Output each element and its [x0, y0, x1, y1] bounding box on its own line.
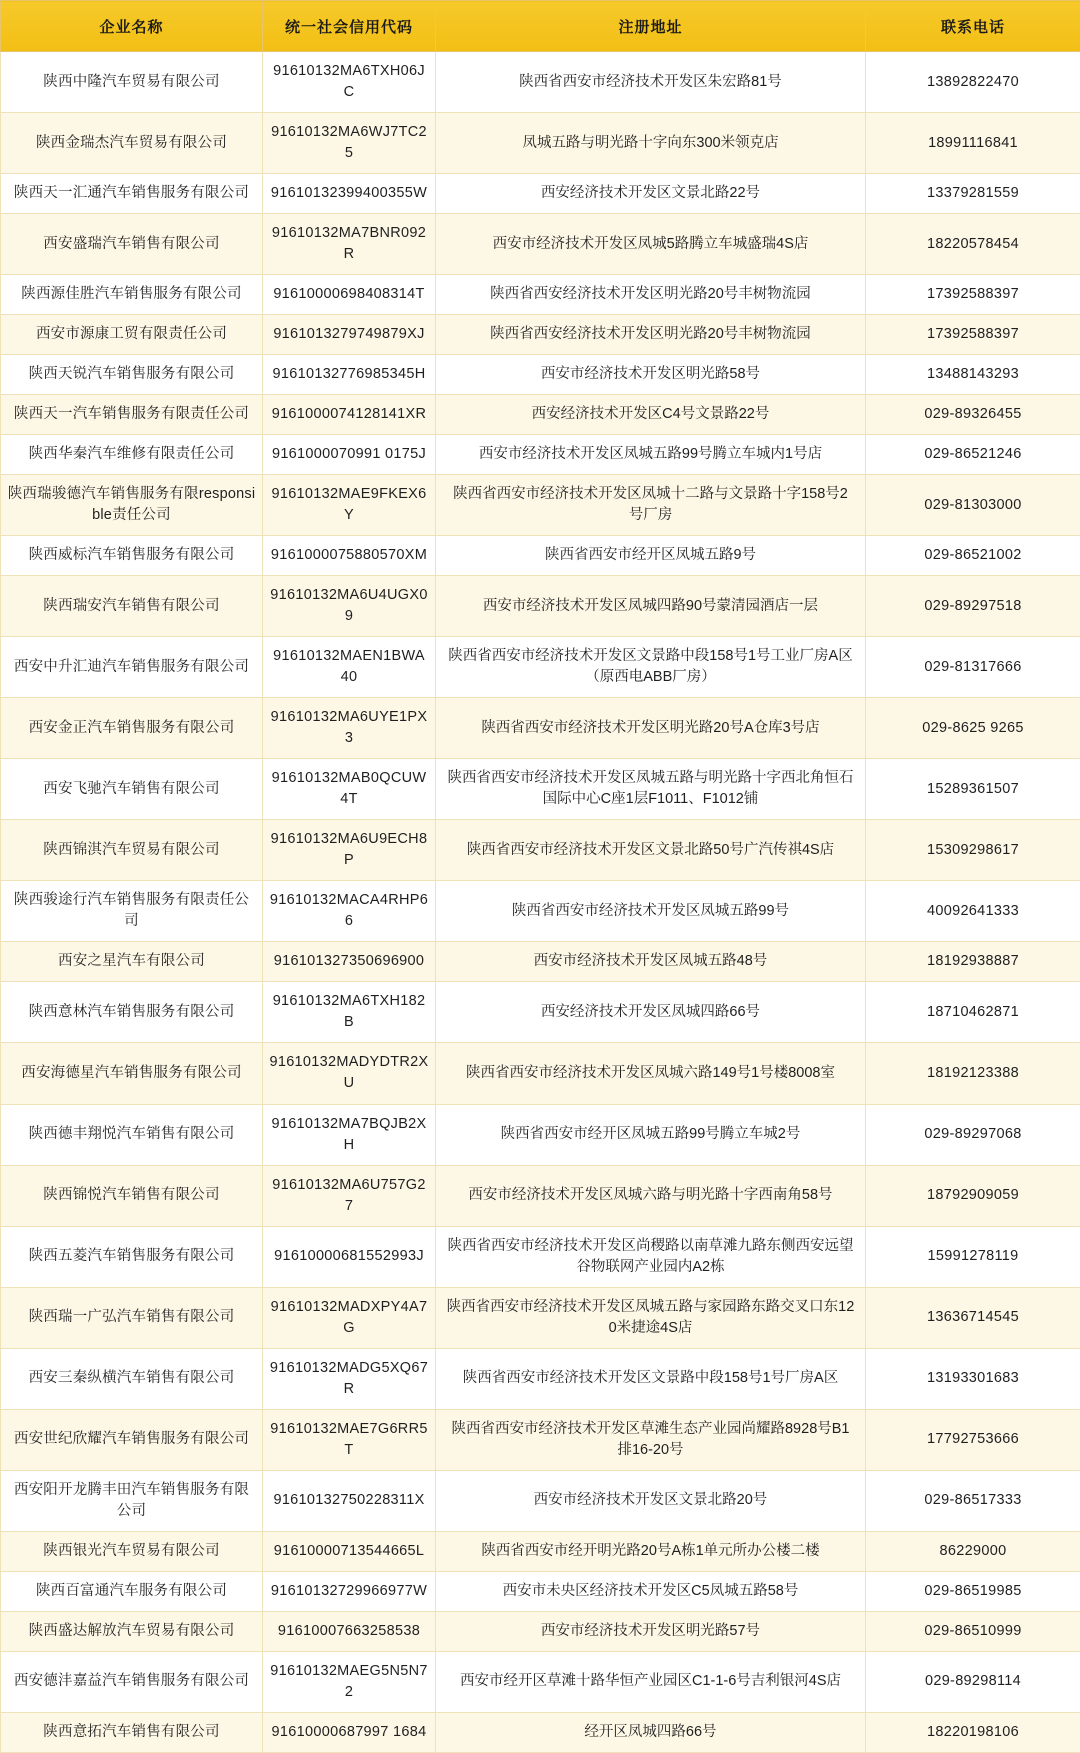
cell-registered-address: 陕西省西安市经济技术开发区朱宏路81号: [436, 52, 866, 113]
cell-registered-address: 陕西省西安市经济技术开发区文景路中段158号1号工业厂房A区（原西电ABB厂房）: [436, 637, 866, 698]
cell-contact-phone: 86229000: [866, 1531, 1080, 1571]
cell-registered-address: 陕西省西安市经济技术开发区草滩生态产业园尚耀路8928号B1排16-20号: [436, 1409, 866, 1470]
table-row: [1, 1409, 1080, 1470]
table-body: [1, 52, 1080, 1753]
table-row: [1, 1043, 1080, 1104]
cell-registered-address: 陕西省西安市经济技术开发区文景北路50号广汽传祺4S店: [436, 820, 866, 881]
cell-credit-code: 9161000075880570XM: [263, 536, 436, 576]
cell-enterprise-name: 西安中升汇迪汽车销售服务有限公司: [1, 637, 263, 698]
cell-credit-code: 91610007663258538: [263, 1611, 436, 1651]
cell-enterprise-name: 陕西百富通汽车服务有限公司: [1, 1571, 263, 1611]
cell-credit-code: 91610132MA6UYE1PX3: [263, 698, 436, 759]
cell-registered-address: 陕西省西安经济技术开发区明光路20号丰树物流园: [436, 315, 866, 355]
cell-contact-phone: 029-81303000: [866, 475, 1080, 536]
cell-enterprise-name: 西安之星汽车有限公司: [1, 942, 263, 982]
cell-credit-code: 91610132MAB0QCUW4T: [263, 759, 436, 820]
cell-contact-phone: 13379281559: [866, 174, 1080, 214]
cell-credit-code: 9161000074128141XR: [263, 395, 436, 435]
cell-enterprise-name: 陕西瑞安汽车销售有限公司: [1, 576, 263, 637]
cell-enterprise-name: 陕西中隆汽车贸易有限公司: [1, 52, 263, 113]
table-row: [1, 1651, 1080, 1712]
table-row: [1, 1165, 1080, 1226]
cell-credit-code: 91610132MADYDTR2XU: [263, 1043, 436, 1104]
table-row: [1, 1712, 1080, 1752]
cell-registered-address: 陕西省西安市经济技术开发区凤城五路与家园路东路交叉口东120米捷途4S店: [436, 1287, 866, 1348]
cell-enterprise-name: 陕西银光汽车贸易有限公司: [1, 1531, 263, 1571]
table-row: [1, 881, 1080, 942]
cell-enterprise-name: 陕西天一汇通汽车销售服务有限公司: [1, 174, 263, 214]
cell-enterprise-name: 西安德沣嘉益汽车销售服务有限公司: [1, 1651, 263, 1712]
cell-registered-address: 西安市经济技术开发区凤城五路99号腾立车城内1号店: [436, 435, 866, 475]
table-row: [1, 1611, 1080, 1651]
cell-registered-address: 西安市经开区草滩十路华恒产业园区C1-1-6号吉利银河4S店: [436, 1651, 866, 1712]
cell-contact-phone: 13636714545: [866, 1287, 1080, 1348]
cell-enterprise-name: 陕西德丰翔悦汽车销售有限公司: [1, 1104, 263, 1165]
cell-registered-address: 陕西省西安经济技术开发区明光路20号丰树物流园: [436, 275, 866, 315]
cell-contact-phone: 029-89326455: [866, 395, 1080, 435]
cell-enterprise-name: 陕西威标汽车销售服务有限公司: [1, 536, 263, 576]
table-header-row: [1, 1, 1080, 52]
cell-credit-code: 91610132MA6TXH182B: [263, 982, 436, 1043]
cell-contact-phone: 029-81317666: [866, 637, 1080, 698]
cell-registered-address: 西安经济技术开发区凤城四路66号: [436, 982, 866, 1043]
table-row: [1, 435, 1080, 475]
table-row: [1, 1571, 1080, 1611]
table-row: [1, 315, 1080, 355]
cell-enterprise-name: 西安海德星汽车销售服务有限公司: [1, 1043, 263, 1104]
table-row: [1, 174, 1080, 214]
cell-registered-address: 西安市经济技术开发区明光路58号: [436, 355, 866, 395]
cell-contact-phone: 18220198106: [866, 1712, 1080, 1752]
table-row: [1, 698, 1080, 759]
table-row: [1, 475, 1080, 536]
table-row: [1, 536, 1080, 576]
cell-contact-phone: 18192123388: [866, 1043, 1080, 1104]
cell-enterprise-name: 西安世纪欣耀汽车销售服务有限公司: [1, 1409, 263, 1470]
cell-registered-address: 经开区凤城四路66号: [436, 1712, 866, 1752]
cell-contact-phone: 029-89297068: [866, 1104, 1080, 1165]
cell-credit-code: 91610132MA7BQJB2XH: [263, 1104, 436, 1165]
cell-registered-address: 西安市经济技术开发区凤城六路与明光路十字西南角58号: [436, 1165, 866, 1226]
table-row: [1, 1531, 1080, 1571]
cell-registered-address: 西安市经济技术开发区凤城五路48号: [436, 942, 866, 982]
cell-enterprise-name: 陕西天一汽车销售服务有限责任公司: [1, 395, 263, 435]
cell-registered-address: 陕西省西安市经开区凤城五路99号腾立车城2号: [436, 1104, 866, 1165]
table-row: [1, 355, 1080, 395]
column-header-credit-code: 统一社会信用代码: [263, 1, 436, 52]
cell-credit-code: 9161000070991 0175J: [263, 435, 436, 475]
cell-enterprise-name: 陕西意林汽车销售服务有限公司: [1, 982, 263, 1043]
cell-enterprise-name: 陕西锦悦汽车销售有限公司: [1, 1165, 263, 1226]
cell-credit-code: 91610132MA6U4UGX09: [263, 576, 436, 637]
cell-contact-phone: 18220578454: [866, 214, 1080, 275]
cell-credit-code: 91610132MAE7G6RR5T: [263, 1409, 436, 1470]
cell-credit-code: 91610132MA7BNR092R: [263, 214, 436, 275]
table-row: [1, 1104, 1080, 1165]
table-row: [1, 395, 1080, 435]
cell-contact-phone: 17392588397: [866, 315, 1080, 355]
cell-enterprise-name: 西安盛瑞汽车销售有限公司: [1, 214, 263, 275]
cell-contact-phone: 029-86517333: [866, 1470, 1080, 1531]
cell-enterprise-name: 陕西金瑞杰汽车贸易有限公司: [1, 113, 263, 174]
table-row: [1, 113, 1080, 174]
cell-credit-code: 91610000713544665L: [263, 1531, 436, 1571]
column-header-enterprise-name: 企业名称: [1, 1, 263, 52]
cell-credit-code: 916101327350696900: [263, 942, 436, 982]
table-row: [1, 1470, 1080, 1531]
cell-credit-code: 91610132MAE9FKEX6Y: [263, 475, 436, 536]
cell-credit-code: 91610132MA6U757G27: [263, 1165, 436, 1226]
cell-credit-code: 91610132MADG5XQ67R: [263, 1348, 436, 1409]
table-row: [1, 275, 1080, 315]
cell-credit-code: 91610132MA6WJ7TC25: [263, 113, 436, 174]
cell-registered-address: 陕西省西安市经济技术开发区凤城六路149号1号楼8008室: [436, 1043, 866, 1104]
cell-enterprise-name: 陕西瑞骏德汽车销售服务有限responsible责任公司: [1, 475, 263, 536]
cell-credit-code: 91610132MACA4RHP66: [263, 881, 436, 942]
cell-credit-code: 91610000687997 1684: [263, 1712, 436, 1752]
cell-enterprise-name: 陕西骏途行汽车销售服务有限责任公司: [1, 881, 263, 942]
cell-credit-code: 91610132MA6TXH06JC: [263, 52, 436, 113]
table-row: [1, 576, 1080, 637]
cell-enterprise-name: 陕西意拓汽车销售有限公司: [1, 1712, 263, 1752]
cell-contact-phone: 15309298617: [866, 820, 1080, 881]
cell-contact-phone: 029-8625 9265: [866, 698, 1080, 759]
cell-registered-address: 西安经济技术开发区文景北路22号: [436, 174, 866, 214]
cell-enterprise-name: 陕西天锐汽车销售服务有限公司: [1, 355, 263, 395]
cell-enterprise-name: 陕西锦淇汽车贸易有限公司: [1, 820, 263, 881]
cell-enterprise-name: 陕西源佳胜汽车销售服务有限公司: [1, 275, 263, 315]
cell-contact-phone: 13193301683: [866, 1348, 1080, 1409]
table-row: [1, 1348, 1080, 1409]
cell-registered-address: 西安市未央区经济技术开发区C5凤城五路58号: [436, 1571, 866, 1611]
cell-contact-phone: 029-86521246: [866, 435, 1080, 475]
cell-registered-address: 陕西省西安市经济技术开发区凤城五路99号: [436, 881, 866, 942]
table-row: [1, 1226, 1080, 1287]
table-row: [1, 982, 1080, 1043]
cell-registered-address: 西安市经济技术开发区明光路57号: [436, 1611, 866, 1651]
cell-credit-code: 91610132MADXPY4A7G: [263, 1287, 436, 1348]
cell-contact-phone: 029-89298114: [866, 1651, 1080, 1712]
cell-enterprise-name: 西安阳开龙腾丰田汽车销售服务有限公司: [1, 1470, 263, 1531]
cell-credit-code: 91610000698408314T: [263, 275, 436, 315]
cell-credit-code: 91610132MAEN1BWA40: [263, 637, 436, 698]
cell-contact-phone: 029-89297518: [866, 576, 1080, 637]
cell-contact-phone: 13488143293: [866, 355, 1080, 395]
cell-contact-phone: 18792909059: [866, 1165, 1080, 1226]
cell-registered-address: 西安市经济技术开发区凤城5路腾立车城盛瑞4S店: [436, 214, 866, 275]
cell-enterprise-name: 陕西五菱汽车销售服务有限公司: [1, 1226, 263, 1287]
cell-credit-code: 91610132729966977W: [263, 1571, 436, 1611]
cell-contact-phone: 029-86519985: [866, 1571, 1080, 1611]
cell-registered-address: 西安经济技术开发区C4号文景路22号: [436, 395, 866, 435]
cell-contact-phone: 029-86521002: [866, 536, 1080, 576]
cell-credit-code: 91610000681552993J: [263, 1226, 436, 1287]
table-header: [1, 1, 1080, 52]
cell-enterprise-name: 陕西华秦汽车维修有限责任公司: [1, 435, 263, 475]
table-row: [1, 942, 1080, 982]
cell-credit-code: 91610132750228311X: [263, 1470, 436, 1531]
cell-registered-address: 陕西省西安市经开明光路20号A栋1单元所办公楼二楼: [436, 1531, 866, 1571]
cell-enterprise-name: 西安市源康工贸有限责任公司: [1, 315, 263, 355]
cell-contact-phone: 15991278119: [866, 1226, 1080, 1287]
cell-credit-code: 91610132776985345H: [263, 355, 436, 395]
cell-registered-address: 西安市经济技术开发区凤城四路90号蒙清园酒店一层: [436, 576, 866, 637]
cell-contact-phone: 18192938887: [866, 942, 1080, 982]
table-row: [1, 820, 1080, 881]
cell-registered-address: 陕西省西安市经济技术开发区凤城五路与明光路十字西北角恒石国际中心C座1层F1011、F1012铺: [436, 759, 866, 820]
cell-enterprise-name: 西安飞驰汽车销售有限公司: [1, 759, 263, 820]
cell-contact-phone: 17392588397: [866, 275, 1080, 315]
table-row: [1, 759, 1080, 820]
cell-registered-address: 凤城五路与明光路十字向东300米领克店: [436, 113, 866, 174]
cell-contact-phone: 17792753666: [866, 1409, 1080, 1470]
cell-contact-phone: 15289361507: [866, 759, 1080, 820]
cell-enterprise-name: 西安金正汽车销售服务有限公司: [1, 698, 263, 759]
cell-enterprise-name: 陕西瑞一广弘汽车销售有限公司: [1, 1287, 263, 1348]
cell-contact-phone: 029-86510999: [866, 1611, 1080, 1651]
table-row: [1, 214, 1080, 275]
column-header-registered-address: 注册地址: [436, 1, 866, 52]
cell-registered-address: 陕西省西安市经济技术开发区明光路20号A仓库3号店: [436, 698, 866, 759]
table-row: [1, 52, 1080, 113]
cell-registered-address: 陕西省西安市经济技术开发区文景路中段158号1号厂房A区: [436, 1348, 866, 1409]
cell-registered-address: 陕西省西安市经济技术开发区凤城十二路与文景路十字158号2号厂房: [436, 475, 866, 536]
cell-credit-code: 9161013279749879XJ: [263, 315, 436, 355]
column-header-contact-phone: 联系电话: [866, 1, 1080, 52]
cell-credit-code: 91610132MAEG5N5N72: [263, 1651, 436, 1712]
cell-enterprise-name: 陕西盛达解放汽车贸易有限公司: [1, 1611, 263, 1651]
table-row: [1, 1287, 1080, 1348]
cell-contact-phone: 18991116841: [866, 113, 1080, 174]
cell-registered-address: 西安市经济技术开发区文景北路20号: [436, 1470, 866, 1531]
cell-registered-address: 陕西省西安市经开区凤城五路9号: [436, 536, 866, 576]
cell-contact-phone: 40092641333: [866, 881, 1080, 942]
cell-contact-phone: 13892822470: [866, 52, 1080, 113]
cell-credit-code: 91610132MA6U9ECH8P: [263, 820, 436, 881]
cell-registered-address: 陕西省西安市经济技术开发区尚稷路以南草滩九路东侧西安远望谷物联网产业园内A2栋: [436, 1226, 866, 1287]
cell-credit-code: 91610132399400355W: [263, 174, 436, 214]
table-row: [1, 637, 1080, 698]
cell-contact-phone: 18710462871: [866, 982, 1080, 1043]
cell-enterprise-name: 西安三秦纵横汽车销售有限公司: [1, 1348, 263, 1409]
